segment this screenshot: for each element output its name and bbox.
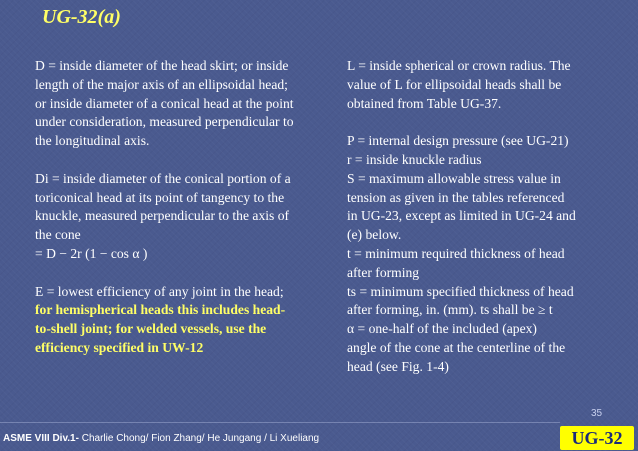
spacer — [35, 151, 320, 170]
definition-line: the longitudinal axis. — [35, 133, 150, 149]
highlight-line: for hemispherical heads this includes head- — [35, 302, 286, 318]
left-column — [35, 57, 320, 358]
definition-line: after forming — [347, 264, 420, 280]
definition-line: in UG-23, except as limited in UG-24 and — [347, 208, 576, 224]
definition-Di — [35, 170, 320, 264]
footer-credits — [3, 433, 319, 444]
definition-line: angle of the cone at the centerline of the — [347, 339, 566, 355]
formula-line: = D − 2r (1 − cos α ) — [35, 245, 148, 261]
definition-line: α = one-half of the included (apex) — [347, 321, 537, 337]
definition-line: S = maximum allowable stress value in — [347, 170, 561, 186]
page-number: 35 — [591, 408, 603, 419]
definition-line: length of the major axis of an ellipsoidal head; — [35, 76, 288, 92]
highlight-line: efficiency specified in UW-12 — [35, 339, 204, 355]
definition-line: value of L for ellipsoidal heads shall be — [347, 76, 562, 92]
slide-title: UG-32(a) — [42, 6, 121, 28]
definition-group — [347, 132, 607, 376]
definition-line: after forming, in. (mm). ts shall be ≥ t — [347, 302, 553, 318]
definition-line: (e) below. — [347, 227, 402, 243]
definition-line: under consideration, measured perpendicular to — [35, 114, 294, 130]
definition-line: head (see Fig. 1-4) — [347, 358, 449, 374]
footer-divider — [0, 422, 560, 423]
definition-line: t = minimum required thickness of head — [347, 245, 565, 261]
section-badge: UG-32 — [560, 426, 634, 450]
spacer — [347, 113, 607, 132]
footer-course: ASME VIII Div.1- — [3, 433, 79, 444]
footer-authors: Charlie Chong/ Fion Zhang/ He Jungang / Li Xueliang — [78, 433, 320, 444]
definition-line: ts = minimum specified thickness of head — [347, 283, 574, 299]
definition-line: P = internal design pressure (see UG-21) — [347, 133, 569, 149]
spacer — [35, 264, 320, 283]
definition-line: obtained from Table UG-37. — [347, 95, 502, 111]
definition-line: tension as given in the tables referenced — [347, 189, 565, 205]
definition-line: r = inside knuckle radius — [347, 151, 482, 167]
right-column — [347, 57, 607, 377]
definition-E — [35, 283, 320, 358]
definition-line: or inside diameter of a conical head at the point — [35, 95, 294, 111]
definition-line: Di = inside diameter of the conical portion of a — [35, 170, 291, 186]
highlight-line: to-shell joint; for welded vessels, use the — [35, 321, 267, 337]
definition-line: the cone — [35, 227, 81, 243]
definition-line: D = inside diameter of the head skirt; or inside — [35, 58, 289, 73]
definition-line: knuckle, measured perpendicular to the axis of — [35, 208, 290, 224]
definition-line: toriconical head at its point of tangency to the — [35, 189, 285, 205]
definition-line: L = inside spherical or crown radius. The — [347, 58, 571, 73]
definition-line: E = lowest efficiency of any joint in the head; — [35, 283, 284, 299]
definition-D — [35, 57, 320, 151]
definition-L — [347, 57, 607, 113]
